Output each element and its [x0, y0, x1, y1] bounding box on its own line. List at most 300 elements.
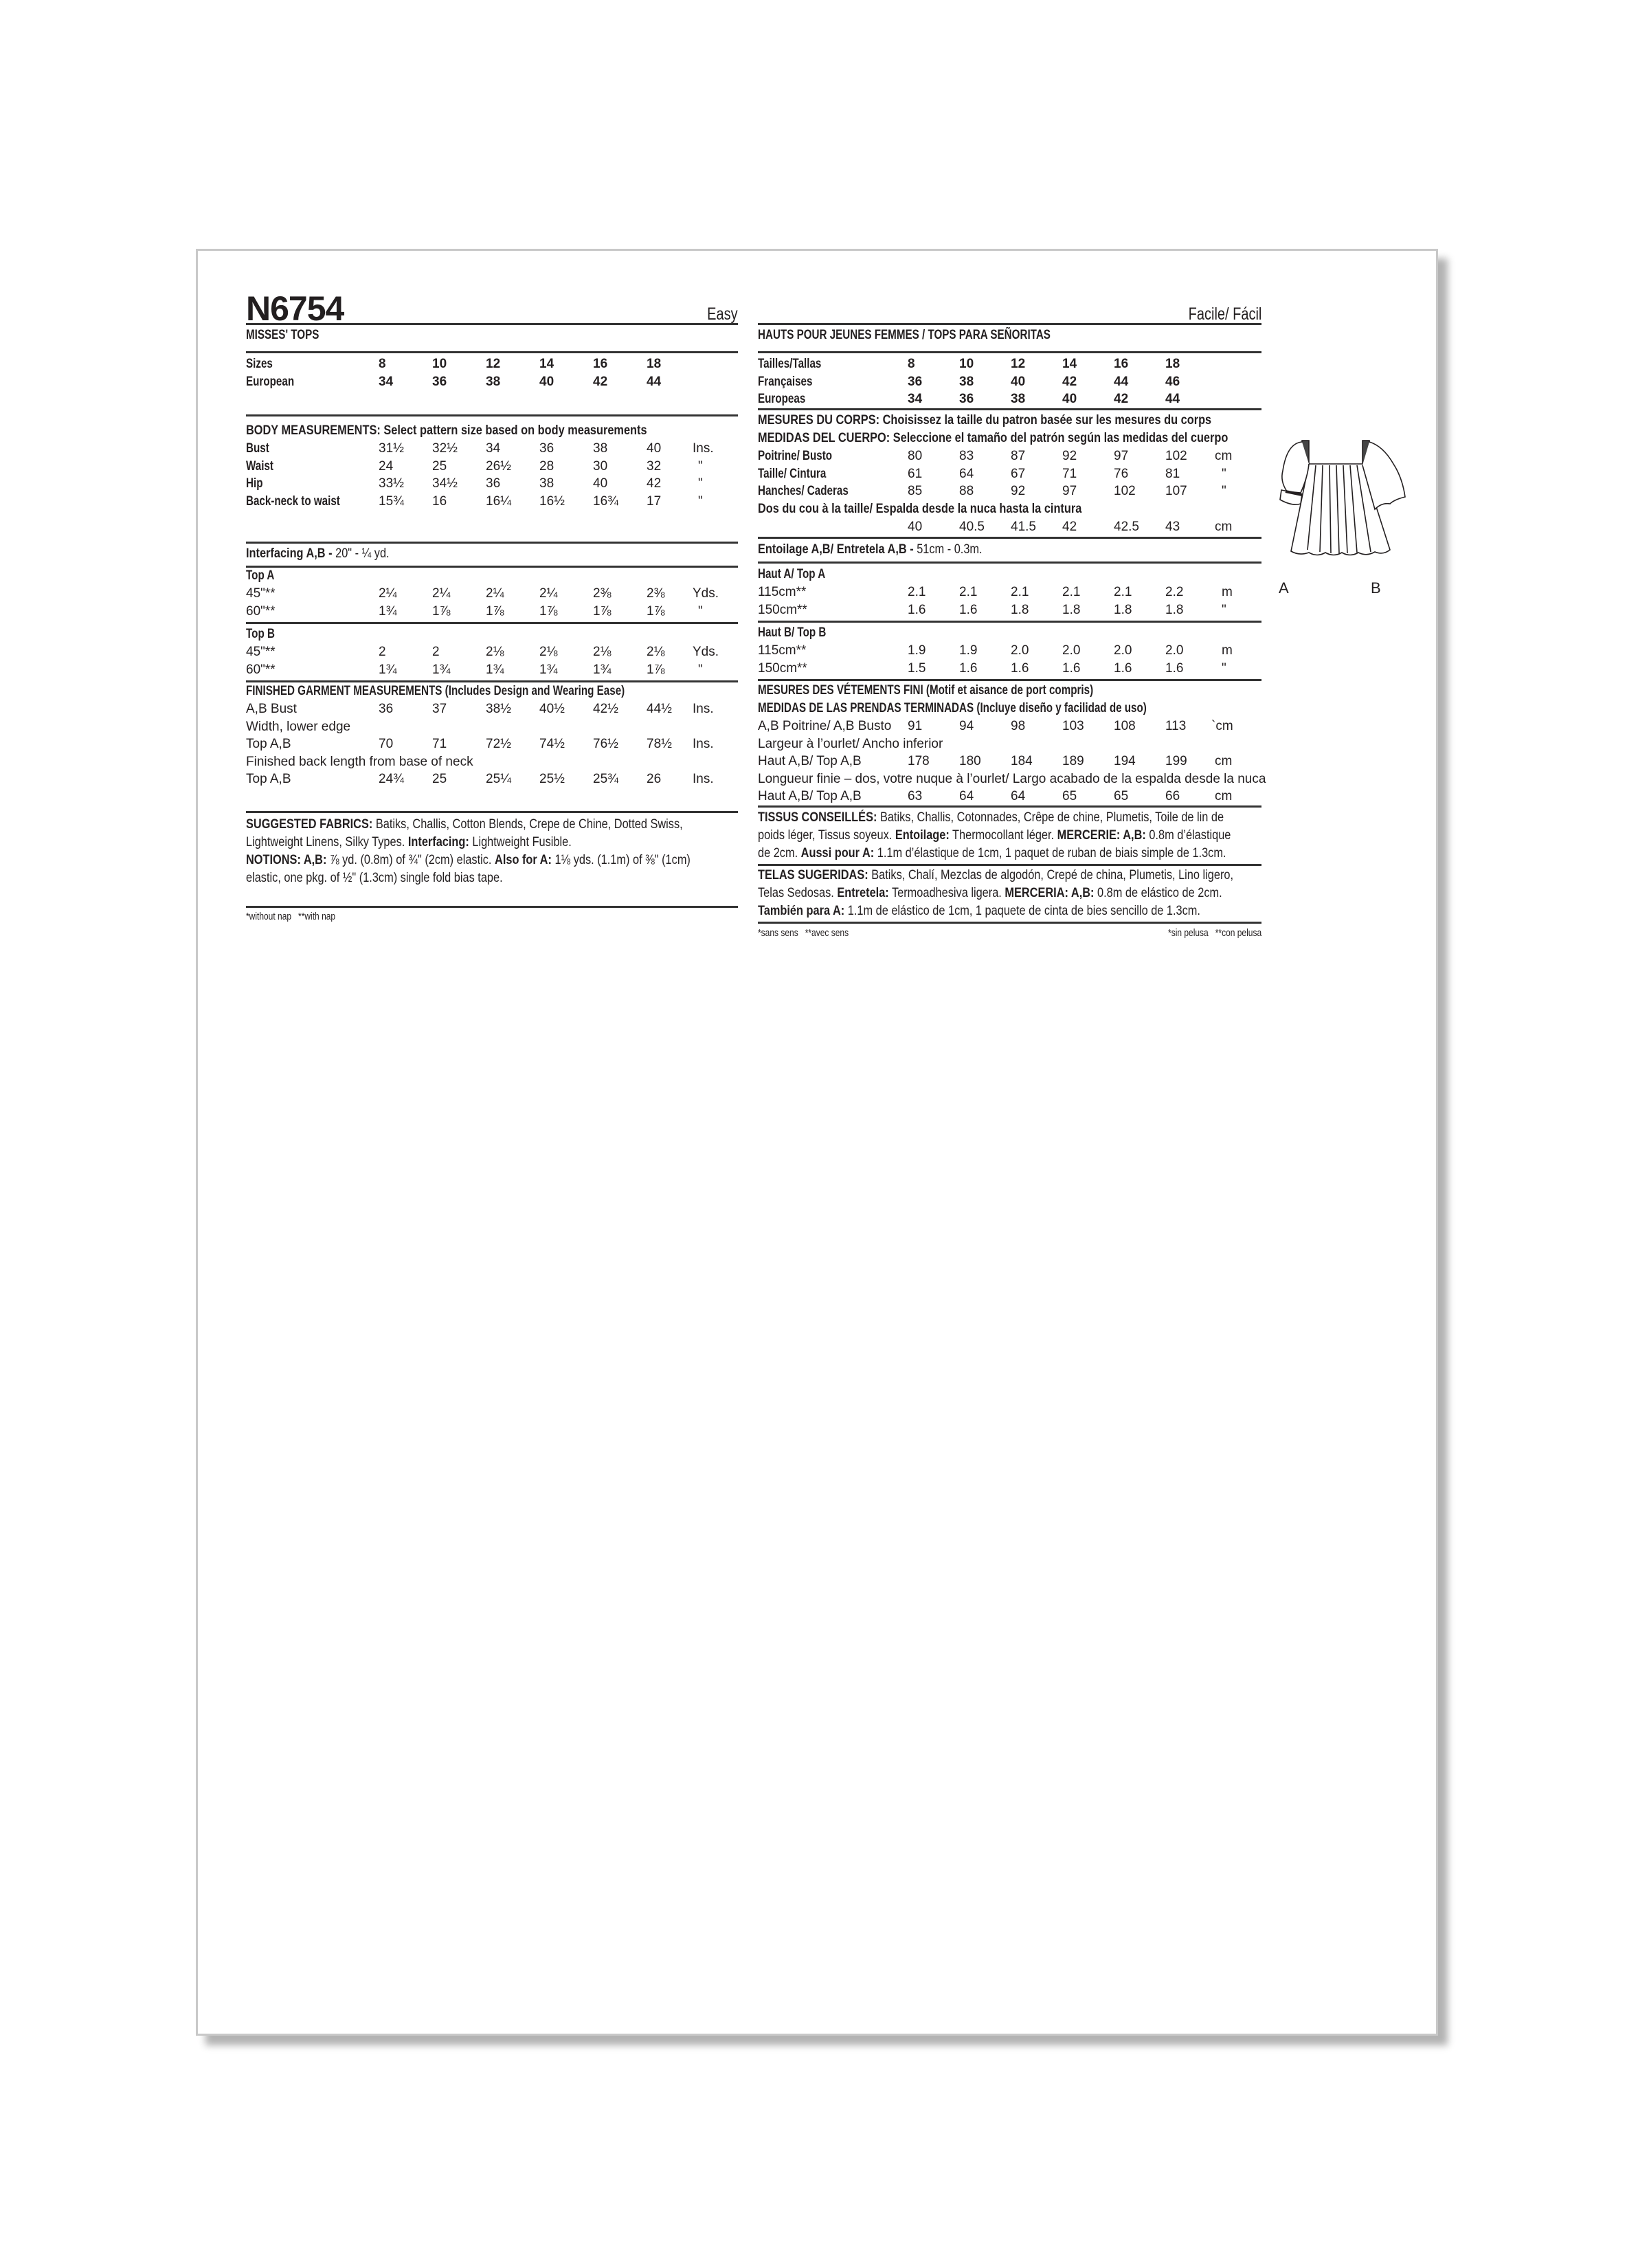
- cell: 1⅞: [486, 603, 504, 619]
- cell: 67: [1011, 466, 1026, 481]
- cell: 2⅜: [593, 586, 612, 601]
- cell: 32½: [432, 441, 458, 456]
- unit: ": [1222, 602, 1226, 617]
- cell: 1.9: [908, 643, 926, 658]
- cell: 36: [379, 702, 394, 716]
- cell: 2.1: [1114, 585, 1132, 599]
- cell: 28: [539, 458, 554, 474]
- cell: 98: [1011, 719, 1026, 733]
- notions-text: elastic, one pkg. of ½" (1.3cm) single fold bias tape.: [246, 871, 503, 885]
- cell: 16¼: [486, 493, 511, 509]
- sizes-row: [246, 355, 738, 373]
- finished-width-row: [246, 735, 738, 753]
- cell: 63: [908, 789, 923, 803]
- row-label: Françaises: [758, 374, 813, 389]
- mesures-heading: MESURES DU CORPS:: [758, 413, 880, 427]
- cell: 36: [486, 476, 501, 491]
- cell: 37: [432, 702, 447, 716]
- cell: 40: [908, 519, 923, 534]
- cell: 92: [1011, 484, 1026, 498]
- width-heading-fr: Largeur à l’ourlet/ Ancho inferior: [758, 736, 943, 751]
- cell: 43: [1165, 519, 1180, 534]
- unit: cm: [1215, 449, 1233, 463]
- size-cell: 10: [432, 357, 447, 371]
- unit: ": [1222, 466, 1226, 481]
- cell: 76½: [593, 737, 618, 751]
- cell: 2¼: [486, 586, 504, 601]
- row-label: 45"**: [246, 586, 276, 601]
- length-heading-row-fr: [758, 770, 1266, 788]
- difficulty-level-fr: Facile/ Fácil: [1188, 304, 1261, 324]
- cell: 40½: [539, 702, 565, 716]
- cell: 1.6: [908, 602, 926, 617]
- cell: 74½: [539, 737, 565, 751]
- row-label: 150cm**: [758, 660, 807, 676]
- cell: 180: [959, 754, 981, 768]
- cell: 25: [432, 458, 447, 474]
- unit: m: [1222, 585, 1233, 599]
- unit: ": [1222, 484, 1226, 498]
- sizes-table-fr: [758, 355, 1261, 410]
- cell: 1.6: [1062, 660, 1081, 676]
- cell: 2.0: [1062, 643, 1081, 658]
- unit: Yds.: [693, 645, 719, 659]
- row-label: 115cm**: [758, 585, 807, 599]
- sens-footnote: *sans sens **avec sens: [758, 927, 849, 939]
- row-label: Bust: [246, 441, 269, 456]
- cell: 40: [593, 476, 608, 491]
- interfacing-type-text: Lightweight Fusible.: [469, 835, 572, 849]
- body-measurements-heading: BODY MEASUREMENTS:: [246, 423, 381, 438]
- cell: 2.1: [959, 585, 978, 599]
- cell: 2⅛: [647, 645, 665, 659]
- cell: 12: [1011, 357, 1026, 371]
- cell: 33½: [379, 476, 404, 491]
- row-label: 150cm**: [758, 602, 807, 617]
- mercerie-text: 0.8m d’élastique: [1145, 828, 1231, 843]
- mercerie-text: de 2cm.: [758, 846, 801, 860]
- cell: 76: [1114, 466, 1129, 481]
- top-b-yardage: [246, 625, 738, 682]
- interfacing-row: [246, 542, 738, 568]
- cell: 66: [1165, 789, 1180, 803]
- cell: 2⅜: [647, 586, 665, 601]
- medidas-subheading: Seleccione el tamaño del patrón según las medidas del cuerpo: [890, 431, 1229, 445]
- body-measurements-table: [246, 414, 738, 510]
- pattern-envelope-back: [196, 249, 1438, 2036]
- cell: 38: [593, 441, 608, 456]
- finished-length-row: [246, 770, 738, 788]
- mercerie-label: MERCERIE: A,B:: [1057, 828, 1146, 843]
- row-label: 45"**: [246, 645, 276, 659]
- cell: 1.6: [1114, 660, 1132, 676]
- tissus-text: Batiks, Challis, Cotonnades, Crêpe de chine, Plumetis, Toile de lin de: [877, 810, 1224, 825]
- cell: 34½: [432, 476, 458, 491]
- row-label: Europeas: [758, 392, 806, 406]
- cell: 38: [959, 374, 974, 389]
- finished-heading-es: MEDIDAS DE LAS PRENDAS TERMINADAS: [758, 701, 974, 715]
- sizes-table: [246, 355, 738, 390]
- unit: Ins.: [693, 702, 714, 716]
- tissus-text: poids léger, Tissus soyeux.: [758, 828, 895, 843]
- cell: 1⅞: [593, 603, 612, 619]
- size-cell: 44: [647, 374, 662, 389]
- finished-subheading-es: (Incluye diseño y facilidad de uso): [974, 701, 1147, 715]
- title-row: [246, 289, 738, 328]
- taille-row: [758, 465, 1261, 483]
- entoilage-row: [758, 541, 1261, 564]
- row-label: Haut A,B/ Top A,B: [758, 789, 862, 803]
- cell: 40: [1062, 392, 1077, 406]
- cell: 1⅞: [539, 603, 558, 619]
- row-label: Tailles/Tallas: [758, 357, 822, 371]
- cell: 1¾: [379, 662, 397, 677]
- cell: 102: [1114, 484, 1136, 498]
- cell: 41.5: [1011, 519, 1036, 534]
- cell: 1.8: [1165, 602, 1184, 617]
- cell: 103: [1062, 719, 1084, 733]
- cell: 36: [539, 441, 554, 456]
- tambien-para-a-text: 1.1m de elástico de 1cm, 1 paquete de cinta de bies sencillo de 1.3cm.: [844, 904, 1200, 918]
- metrage-row: [758, 660, 1261, 678]
- merceria-text: 0.8m de elástico de 2cm.: [1094, 886, 1222, 900]
- medidas-heading: MEDIDAS DEL CUERPO:: [758, 431, 890, 445]
- cell: 107: [1165, 484, 1187, 498]
- waist-row: [246, 458, 738, 476]
- cell: 38: [1011, 392, 1026, 406]
- cell: 87: [1011, 449, 1026, 463]
- unit: ": [698, 493, 703, 509]
- row-label: Back-neck to waist: [246, 493, 340, 509]
- poitrine-row: [758, 447, 1261, 465]
- cell: 2.1: [1011, 585, 1029, 599]
- cell: 42½: [593, 702, 618, 716]
- unit: ": [698, 476, 703, 491]
- cell: 2¼: [539, 586, 558, 601]
- cell: 25¾: [593, 772, 618, 786]
- cell: 61: [908, 466, 923, 481]
- entoilage-type-text: Thermocollant léger.: [949, 828, 1057, 843]
- interfacing-label: Interfacing A,B -: [246, 546, 333, 561]
- tambien-para-a-label: También para A:: [758, 904, 845, 918]
- cell: 94: [959, 719, 974, 733]
- cell: 38½: [486, 702, 511, 716]
- cell: 1⅞: [647, 662, 665, 677]
- cell: 81: [1165, 466, 1180, 481]
- finished-heading-fr: MESURES DES VÉTEMENTS FINI: [758, 683, 923, 698]
- footnote-en: [246, 906, 738, 924]
- cell: 1.6: [1011, 660, 1029, 676]
- size-cell: 40: [539, 374, 554, 389]
- also-for-a-text: 1⅛ yds. (1.1m) of ⅜" (1cm): [551, 853, 691, 867]
- aussi-pour-a-text: 1.1m d’élastique de 1cm, 1 paquet de ruban de biais simple de 1.3cm.: [874, 846, 1226, 860]
- cell: 78½: [647, 737, 672, 751]
- also-for-a-label: Also for A:: [495, 853, 552, 867]
- size-cell: 18: [647, 357, 662, 371]
- tailles-row: [758, 355, 1261, 373]
- back-neck-row: [246, 493, 738, 511]
- notions-text: ⅞ yd. (0.8m) of ¾" (2cm) elastic.: [326, 853, 495, 867]
- cell: 2.1: [1062, 585, 1081, 599]
- finished-subheading-fr: (Motif et aisance de port compris): [923, 683, 1094, 698]
- row-label: Top A,B: [246, 772, 291, 786]
- cell: 18: [1165, 357, 1180, 371]
- cell: 1.6: [1165, 660, 1184, 676]
- cell: 40: [647, 441, 662, 456]
- mesures-subheading: Choisissez la taille du patron basée sur les mesures du corps: [879, 413, 1212, 427]
- haut-a-heading: Haut A/ Top A: [758, 567, 826, 581]
- category-section-fr: [758, 326, 1261, 353]
- category-section: [246, 326, 738, 353]
- cell: 44½: [647, 702, 672, 716]
- cell: 2.0: [1011, 643, 1029, 658]
- cell: 8: [908, 357, 915, 371]
- cell: 64: [959, 789, 974, 803]
- cell: 15¾: [379, 493, 404, 509]
- length-heading: Finished back length from base of neck: [246, 754, 473, 769]
- suggested-fabrics-text: Batiks, Challis, Cotton Blends, Crepe de Chine, Dotted Swiss,: [372, 817, 683, 832]
- fabrics-notions: [246, 811, 738, 887]
- unit: m: [1222, 643, 1233, 658]
- cell: 1¾: [593, 662, 612, 677]
- haut-b-heading: Haut B/ Top B: [758, 625, 827, 640]
- notions-label: NOTIONS: A,B:: [246, 853, 327, 867]
- cell: 26: [647, 772, 662, 786]
- entoilage-label: Entoilage A,B/ Entretela A,B -: [758, 542, 914, 557]
- cell: 2.0: [1165, 643, 1184, 658]
- cell: 36: [908, 374, 923, 389]
- cell: 42: [1114, 392, 1129, 406]
- finished-length-row-fr: [758, 788, 1261, 805]
- cell: 1.6: [959, 602, 978, 617]
- cell: 1¾: [486, 662, 504, 677]
- haut-b-metrage: [758, 624, 1261, 681]
- cell: 40: [1011, 374, 1026, 389]
- row-label: 115cm**: [758, 643, 807, 658]
- cell: 2.2: [1165, 585, 1184, 599]
- interfacing-type-label: Interfacing:: [407, 835, 469, 849]
- row-label: Top A,B: [246, 737, 291, 751]
- row-label: Taille/ Cintura: [758, 466, 827, 481]
- tissus-label: TISSUS CONSEILLÉS:: [758, 810, 877, 825]
- cell: 30: [593, 458, 608, 474]
- cell: 88: [959, 484, 974, 498]
- cell: 184: [1011, 754, 1033, 768]
- cell: 42: [1062, 519, 1077, 534]
- cell: 2⅛: [486, 645, 504, 659]
- cell: 34: [908, 392, 923, 406]
- cell: 2¼: [432, 586, 451, 601]
- tissus-conseilles: [758, 809, 1261, 866]
- cell: 44: [1165, 392, 1180, 406]
- cell: 199: [1165, 754, 1187, 768]
- size-cell: 42: [593, 374, 608, 389]
- size-cell: 16: [593, 357, 608, 371]
- finished-measurements-fr: [758, 682, 1266, 808]
- unit: Ins.: [693, 772, 714, 786]
- cell: 2: [432, 645, 440, 659]
- telas-text: Batiks, Chalí, Mezclas de algodón, Crepé de china, Plumetis, Lino ligero,: [868, 868, 1234, 882]
- finished-bust-row: [246, 700, 738, 718]
- unit: ": [698, 603, 703, 619]
- europeas-row: [758, 390, 1261, 408]
- cell: 25½: [539, 772, 565, 786]
- cell: 16¾: [593, 493, 618, 509]
- size-cell: 8: [379, 357, 386, 371]
- cell: 25: [432, 772, 447, 786]
- cell: 16: [432, 493, 447, 509]
- yardage-row: [246, 661, 738, 679]
- entoilage-type-label: Entoilage:: [895, 828, 950, 843]
- european-row: [246, 373, 738, 391]
- cell: 32: [647, 458, 662, 474]
- cell: 24: [379, 458, 394, 474]
- cell: 16½: [539, 493, 565, 509]
- length-heading-row: [246, 753, 738, 771]
- row-label: 60"**: [246, 603, 276, 619]
- cell: 1.5: [908, 660, 926, 676]
- aussi-pour-a-label: Aussi pour A:: [800, 846, 875, 860]
- width-heading-row: [246, 718, 738, 736]
- cell: 91: [908, 719, 923, 733]
- cell: 113: [1165, 719, 1187, 733]
- length-heading-fr: Longueur finie – dos, votre nuque à l’ourlet/ Largo acabado de la espalda desde la nuca: [758, 771, 1266, 786]
- unit: ": [1222, 660, 1226, 676]
- size-cell: 36: [432, 374, 447, 389]
- cell: 1.9: [959, 643, 978, 658]
- cell: 17: [647, 493, 662, 509]
- cell: 71: [432, 737, 447, 751]
- row-label: A,B Poitrine/ A,B Busto: [758, 719, 892, 733]
- cell: 65: [1062, 789, 1077, 803]
- cell: 42: [647, 476, 662, 491]
- unit: Ins.: [693, 737, 714, 751]
- row-label: 60"**: [246, 662, 276, 677]
- cell: 71: [1062, 466, 1077, 481]
- cell: 2⅛: [539, 645, 558, 659]
- garment-sketch-icon: [1259, 416, 1411, 597]
- metrage-row: [758, 642, 1261, 660]
- cell: 72½: [486, 737, 511, 751]
- telas-sugeridas: [758, 867, 1261, 924]
- cell: 26½: [486, 458, 511, 474]
- unit: cm: [1215, 754, 1233, 768]
- row-label: Haut A,B/ Top A,B: [758, 754, 862, 768]
- yardage-row: [246, 585, 738, 603]
- european-label: European: [246, 374, 295, 389]
- cell: 194: [1114, 754, 1136, 768]
- nap-footnote: *without nap **with nap: [246, 911, 336, 922]
- cell: 36: [959, 392, 974, 406]
- unit: Yds.: [693, 586, 719, 601]
- cell: 2⅛: [593, 645, 612, 659]
- suggested-fabrics-text: Lightweight Linens, Silky Types.: [246, 835, 408, 849]
- cell: 42.5: [1114, 519, 1139, 534]
- category-title-fr: HAUTS POUR JEUNES FEMMES / TOPS PARA SEÑORITAS: [758, 328, 1051, 342]
- cell: 2: [379, 645, 386, 659]
- size-cell: 38: [486, 374, 501, 389]
- row-label: Hanches/ Caderas: [758, 484, 849, 498]
- francaises-row: [758, 373, 1261, 391]
- entoilage-value: 51cm - 0.3m.: [913, 542, 983, 557]
- cell: 38: [539, 476, 554, 491]
- merceria-label: MERCERIA: A,B:: [1005, 886, 1095, 900]
- title-row-fr: [758, 293, 1261, 325]
- cell: 85: [908, 484, 923, 498]
- cell: 83: [959, 449, 974, 463]
- bust-row: [246, 440, 738, 458]
- unit: Ins.: [693, 441, 714, 456]
- cell: 65: [1114, 789, 1129, 803]
- difficulty-level: Easy: [707, 304, 738, 324]
- top-b-heading: Top B: [246, 627, 275, 641]
- row-label: Waist: [246, 458, 273, 474]
- cell: 1¾: [379, 603, 397, 619]
- finished-measurements: [246, 682, 738, 788]
- cell: 102: [1165, 449, 1187, 463]
- cell: 70: [379, 737, 394, 751]
- back-length-heading: Dos du cou à la taille/ Espalda desde la nuca hasta la cintura: [758, 501, 1082, 516]
- cell: 189: [1062, 754, 1084, 768]
- cell: 1.8: [1062, 602, 1081, 617]
- cell: 10: [959, 357, 974, 371]
- category-title: MISSES' TOPS: [246, 328, 319, 342]
- size-cell: 14: [539, 357, 554, 371]
- cell: 1⅞: [432, 603, 451, 619]
- cell: 44: [1114, 374, 1129, 389]
- width-heading-row-fr: [758, 735, 1261, 753]
- width-heading: Width, lower edge: [246, 719, 351, 734]
- view-b-label: B: [1371, 579, 1381, 597]
- finished-bust-row-fr: [758, 718, 1261, 735]
- telas-label: TELAS SUGERIDAS:: [758, 868, 868, 882]
- cell: 2.0: [1114, 643, 1132, 658]
- cell: 108: [1114, 719, 1136, 733]
- suggested-fabrics-label: SUGGESTED FABRICS:: [246, 817, 373, 832]
- yardage-row: [246, 603, 738, 621]
- unit: ": [698, 458, 703, 474]
- unit: ": [698, 662, 703, 677]
- cell: 1¾: [432, 662, 451, 677]
- unit: `cm: [1211, 719, 1233, 733]
- cell: 25¼: [486, 772, 511, 786]
- top-a-yardage: [246, 567, 738, 624]
- haut-a-metrage: [758, 566, 1261, 623]
- row-label: A,B Bust: [246, 702, 297, 716]
- telas-text: Telas Sedosas.: [758, 886, 838, 900]
- body-measurements-subheading: Select pattern size based on body measurements: [380, 423, 647, 438]
- row-label: Hip: [246, 476, 263, 491]
- cell: 46: [1165, 374, 1180, 389]
- cell: 1.8: [1011, 602, 1029, 617]
- cell: 64: [959, 466, 974, 481]
- cell: 40.5: [959, 519, 985, 534]
- metrage-row: [758, 601, 1261, 619]
- body-measurements-fr: [758, 412, 1261, 539]
- cell: 31½: [379, 441, 404, 456]
- cell: 14: [1062, 357, 1077, 371]
- unit: cm: [1215, 789, 1233, 803]
- entretela-text: Termoadhesiva ligera.: [888, 886, 1005, 900]
- cell: 1⅞: [647, 603, 665, 619]
- back-length-row: [758, 518, 1261, 536]
- cell: 34: [486, 441, 501, 456]
- cell: 16: [1114, 357, 1129, 371]
- cell: 97: [1114, 449, 1129, 463]
- finished-width-row-fr: [758, 753, 1261, 770]
- top-a-heading: Top A: [246, 568, 275, 583]
- size-cell: 34: [379, 374, 394, 389]
